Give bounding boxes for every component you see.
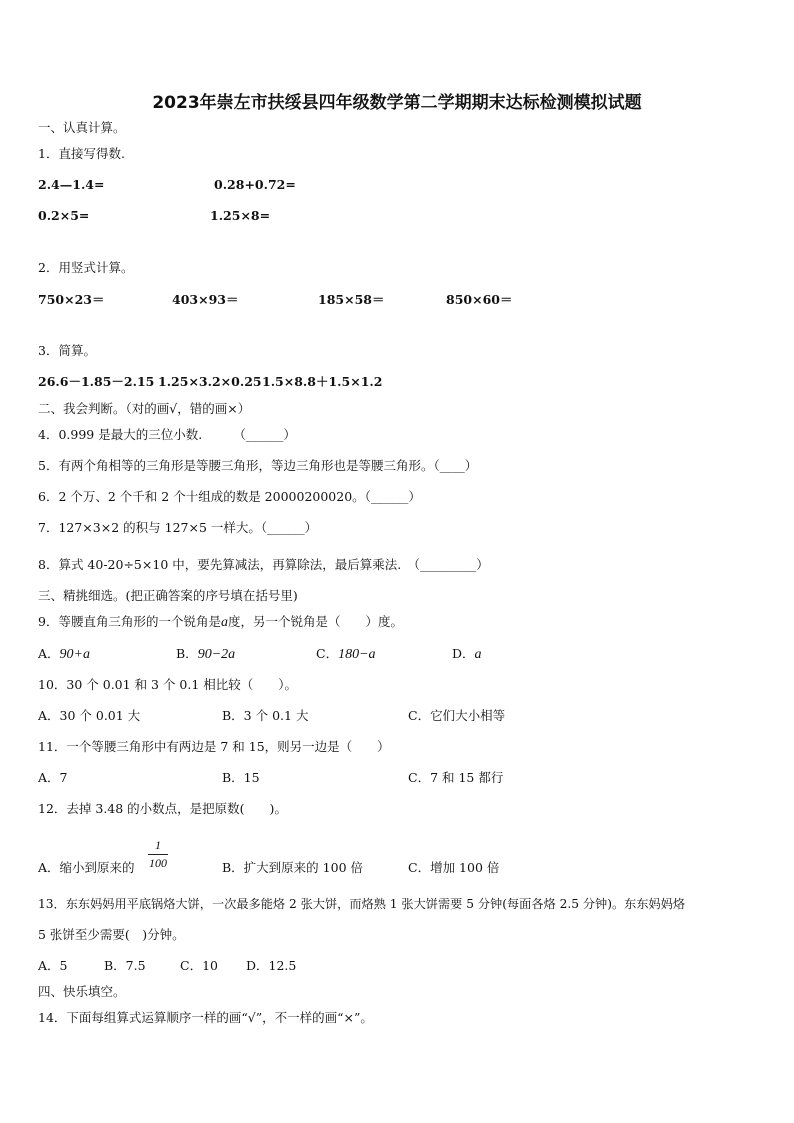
q2-item-3: 185×58＝ <box>318 292 385 307</box>
q9-stem-a: 9．等腰直角三角形的一个锐角是 <box>38 614 221 629</box>
q9-stem-b: 度，另一个锐角是（ ）度。 <box>227 614 403 629</box>
q9-option-a-letter: A． <box>38 646 60 661</box>
q6-text: 6．2 个万、2 个千和 2 个十组成的数是 20000200020。（______） <box>38 489 421 504</box>
q11-option-c: C．7 和 15 都行 <box>408 770 504 785</box>
q11-stem: 11．一个等腰三角形中有两边是 7 和 15，则另一边是（ ） <box>38 739 390 754</box>
q11-option-b: B．15 <box>222 770 260 785</box>
q3-item-1: 26.6－1.85－2.15 <box>38 374 155 389</box>
q1-item-4: 1.25×8= <box>210 208 271 223</box>
q10-option-c: C．它们大小相等 <box>408 708 506 723</box>
section-1-header: 一、认真计算。 <box>38 120 126 135</box>
q12-option-c: C．增加 100 倍 <box>408 860 500 875</box>
q9-option-b <box>176 646 235 663</box>
q13-option-c: C．10 <box>180 958 218 973</box>
q9-option-a <box>38 646 90 663</box>
q13-option-a: A．5 <box>38 958 68 973</box>
q3-item-3: 1.5×8.8＋1.5×1.2 <box>262 374 383 389</box>
q9-option-d-letter: D． <box>452 646 475 661</box>
q12-option-a: A．缩小到原来的 <box>38 860 135 875</box>
q1-item-3: 0.2×5= <box>38 208 90 223</box>
q4-text: 4．0.999 是最大的三位小数. （______） <box>38 427 296 442</box>
q9-option-c <box>316 646 376 663</box>
q9-option-c-letter: C． <box>316 646 339 661</box>
q1-item-2: 0.28+0.72= <box>214 177 296 192</box>
section-3-header: 三、精挑细选。(把正确答案的序号填在括号里) <box>38 588 298 603</box>
q1-item-1: 2.4—1.4= <box>38 177 105 192</box>
q12-fraction-denominator: 100 <box>149 856 167 870</box>
q12-option-b: B．扩大到原来的 100 倍 <box>222 860 363 875</box>
q13-stem-line-2: 5 张饼至少需要( )分钟。 <box>38 927 185 942</box>
q10-stem: 10．30 个 0.01 和 3 个 0.1 相比较（ ）。 <box>38 677 298 692</box>
q1-label: 1．直接写得数. <box>38 146 125 161</box>
q13-option-d: D．12.5 <box>246 958 297 973</box>
q2-label: 2．用竖式计算。 <box>38 260 134 275</box>
q7-text: 7．127×3×2 的积与 127×5 一样大。（______） <box>38 520 318 535</box>
q3-item-2: 1.25×3.2×0.25 <box>158 374 262 389</box>
q9-option-a-expr: 90+a <box>59 647 90 662</box>
q11-option-a: A．7 <box>38 770 68 785</box>
q13-option-b: B．7.5 <box>104 958 146 973</box>
q9-var: a <box>220 615 228 630</box>
section-4-header: 四、快乐填空。 <box>38 984 126 999</box>
q3-label: 3．简算。 <box>38 343 96 358</box>
q2-item-2: 403×93＝ <box>172 292 239 307</box>
q10-option-b: B．3 个 0.1 大 <box>222 708 309 723</box>
q5-text: 5．有两个角相等的三角形是等腰三角形，等边三角形也是等腰三角形。（____） <box>38 458 478 473</box>
q9-stem <box>38 614 403 631</box>
page-title: 2023年崇左市扶绥县四年级数学第二学期期末达标检测模拟试题 <box>152 93 642 113</box>
q2-item-1: 750×23＝ <box>38 292 105 307</box>
q12-stem: 12．去掉 3.48 的小数点，是把原数( )。 <box>38 801 287 816</box>
q12-fraction-bar <box>148 854 168 855</box>
q9-option-b-expr: 90−2a <box>197 647 236 662</box>
q9-option-d-expr: a <box>474 647 482 662</box>
q12-fraction-numerator: 1 <box>155 838 161 852</box>
q9-option-d <box>452 646 482 663</box>
q10-option-a: A．30 个 0.01 大 <box>38 708 141 723</box>
q9-option-b-letter: B． <box>176 646 198 661</box>
q8-text: 8．算式 40-20÷5×10 中，要先算减法，再算除法，最后算乘法. （_________） <box>38 557 489 572</box>
q13-stem-line-1: 13．东东妈妈用平底锅烙大饼，一次最多能烙 2 张大饼，而烙熟 1 张大饼需要 5 分钟(每面各烙 2.5 分钟)。东东妈妈烙 <box>38 897 686 911</box>
section-2-header: 二、我会判断。（对的画√，错的画×） <box>38 401 251 416</box>
q14-text: 14．下面每组算式运算顺序一样的画“√”，不一样的画“×”。 <box>38 1010 373 1025</box>
q2-item-4: 850×60＝ <box>446 292 513 307</box>
q9-option-c-expr: 180−a <box>338 647 376 662</box>
